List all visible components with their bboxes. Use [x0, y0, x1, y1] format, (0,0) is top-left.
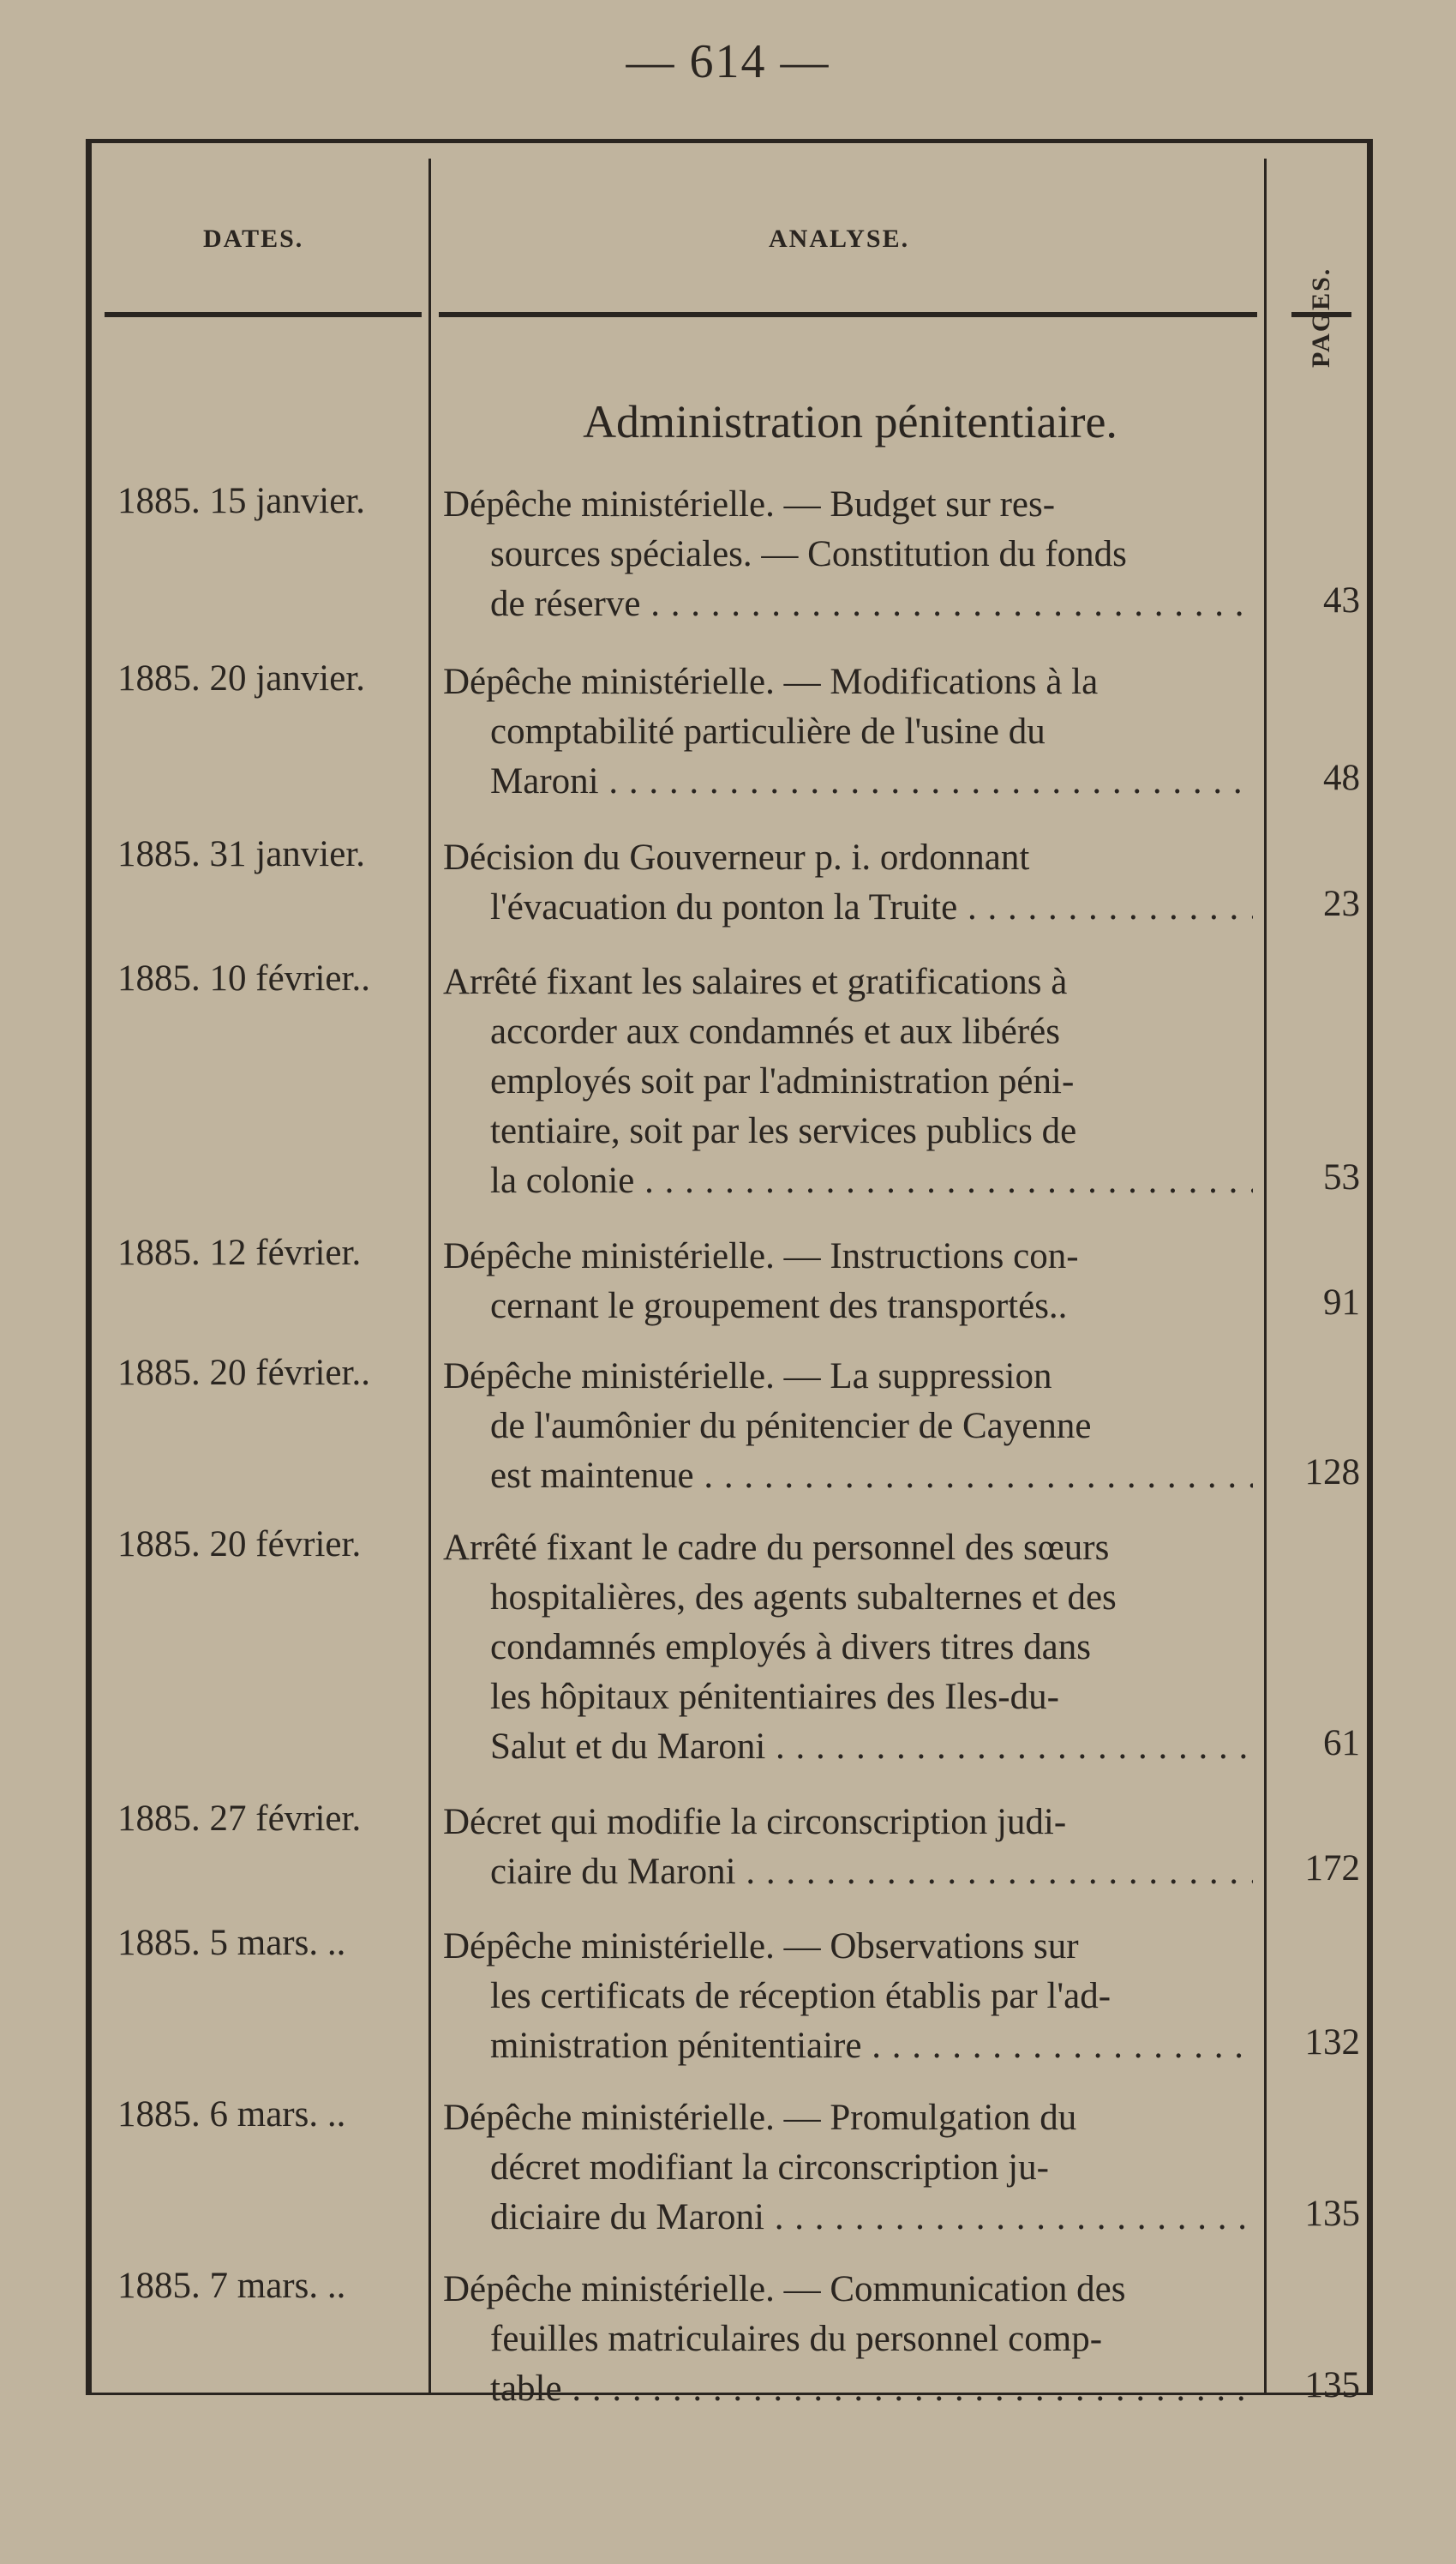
entry-analysis — [443, 1523, 1253, 1772]
analysis-line: Dépêche ministérielle. — La suppression — [443, 1356, 1052, 1396]
header-rule — [105, 312, 422, 317]
entry-page: 91 — [1323, 1282, 1360, 1323]
analysis-line: décret modifiant la circonscription ju- — [490, 2147, 1049, 2188]
analysis-line: table . . . — [443, 2364, 1253, 2414]
analysis-line: employés soit par l'administration péni- — [490, 1061, 1075, 1102]
entry-date: 1885. 20 février.. — [117, 1353, 370, 1393]
analysis-line: les certificats de réception établis par l'ad- — [490, 1976, 1111, 2016]
entry-date: 1885. 12 février. — [117, 1233, 362, 1273]
header-rule — [439, 312, 1257, 317]
analysis-line: Salut et du Maroni . . . — [443, 1722, 1253, 1772]
analysis-line: comptabilité particulière de l'usine du — [490, 712, 1046, 752]
analysis-line: Dépêche ministérielle. — Instructions con- — [443, 1236, 1079, 1276]
entry-date: 1885. 7 mars. .. — [117, 2266, 346, 2306]
entry-analysis — [443, 1798, 1253, 1897]
analysis-line: de réserve . . . — [443, 579, 1253, 629]
entry-analysis — [443, 2093, 1253, 2243]
entry-analysis — [443, 480, 1253, 629]
analysis-line: de l'aumônier du pénitencier de Cayenne — [490, 1406, 1092, 1446]
analysis-line: Dépêche ministérielle. — Modifications à la — [443, 662, 1099, 702]
analysis-line: cernant le groupement des transportés.. — [490, 1286, 1068, 1326]
entry-date: 1885. 10 février.. — [117, 958, 370, 999]
analysis-line: ministration pénitentiaire . . . — [443, 2021, 1253, 2071]
index-table — [86, 139, 1373, 2409]
analysis-line: tentiaire, soit par les services publics de — [490, 1111, 1077, 1151]
entry-date: 1885. 15 janvier. — [117, 481, 366, 521]
entry-date: 1885. 20 janvier. — [117, 658, 366, 699]
entry-date: 1885. 27 février. — [117, 1798, 362, 1839]
analysis-line: sources spéciales. — Constitution du fonds — [490, 534, 1127, 574]
entry-page: 53 — [1323, 1157, 1360, 1198]
analysis-line: est maintenue . . . — [443, 1451, 1253, 1501]
entry-page: 132 — [1304, 2022, 1360, 2063]
analysis-line: diciaire du Maroni . . . — [443, 2193, 1253, 2243]
entry-page: 61 — [1323, 1723, 1360, 1763]
entry-page: 135 — [1304, 2194, 1360, 2234]
entry-analysis — [443, 1232, 1253, 1331]
header-pages: PAGES. — [1307, 267, 1335, 368]
analysis-line: feuilles matriculaires du personnel comp- — [490, 2319, 1103, 2359]
analysis-line: Arrêté fixant les salaires et gratifications à — [443, 962, 1068, 1002]
entry-analysis — [443, 833, 1253, 933]
analysis-line: Dépêche ministérielle. — Promulgation du — [443, 2098, 1077, 2138]
analysis-line: Décret qui modifie la circonscription judi- — [443, 1802, 1067, 1842]
entry-analysis — [443, 658, 1253, 807]
analysis-line: hospitalières, des agents subalternes et des — [490, 1577, 1117, 1618]
analysis-line: Décision du Gouverneur p. i. ordonnant — [443, 838, 1030, 878]
column-divider — [428, 159, 431, 2393]
analysis-line: l'évacuation du ponton la Truite . . . — [443, 883, 1253, 933]
entry-date: 1885. 20 février. — [117, 1524, 362, 1564]
entry-page: 23 — [1323, 884, 1360, 924]
entry-analysis — [443, 2265, 1253, 2414]
entry-analysis — [443, 958, 1253, 1206]
entry-page: 48 — [1323, 758, 1360, 798]
entry-date: 1885. 6 mars. .. — [117, 2094, 346, 2135]
section-title: Administration pénitentiaire. — [583, 396, 1117, 447]
analysis-line: Maroni . . . — [443, 757, 1253, 807]
analysis-line: Arrêté fixant le cadre du personnel des sœurs — [443, 1528, 1110, 1568]
entry-date: 1885. 5 mars. .. — [117, 1923, 346, 1963]
entry-analysis — [443, 1922, 1253, 2071]
entry-page: 135 — [1304, 2365, 1360, 2405]
header-analyse: ANALYSE. — [769, 225, 910, 253]
entry-analysis — [443, 1352, 1253, 1501]
analysis-line: la colonie . . . — [443, 1156, 1253, 1206]
analysis-line: condamnés employés à divers titres dans — [490, 1627, 1091, 1667]
analysis-line: Dépêche ministérielle. — Budget sur res- — [443, 484, 1056, 525]
analysis-line: Dépêche ministérielle. — Communication des — [443, 2269, 1126, 2309]
analysis-line: les hôpitaux pénitentiaires des Iles-du- — [490, 1677, 1059, 1717]
entry-page: 128 — [1304, 1452, 1360, 1492]
page-number: — 614 — — [626, 35, 830, 88]
entry-page: 172 — [1304, 1848, 1360, 1888]
header-dates: DATES. — [203, 225, 304, 253]
entry-page: 43 — [1323, 580, 1360, 621]
analysis-line: accorder aux condamnés et aux libérés — [490, 1012, 1060, 1052]
analysis-line: Dépêche ministérielle. — Observations sur — [443, 1926, 1079, 1967]
entry-date: 1885. 31 janvier. — [117, 834, 366, 874]
analysis-line: ciaire du Maroni . . . — [443, 1847, 1253, 1897]
column-divider — [1264, 159, 1267, 2393]
